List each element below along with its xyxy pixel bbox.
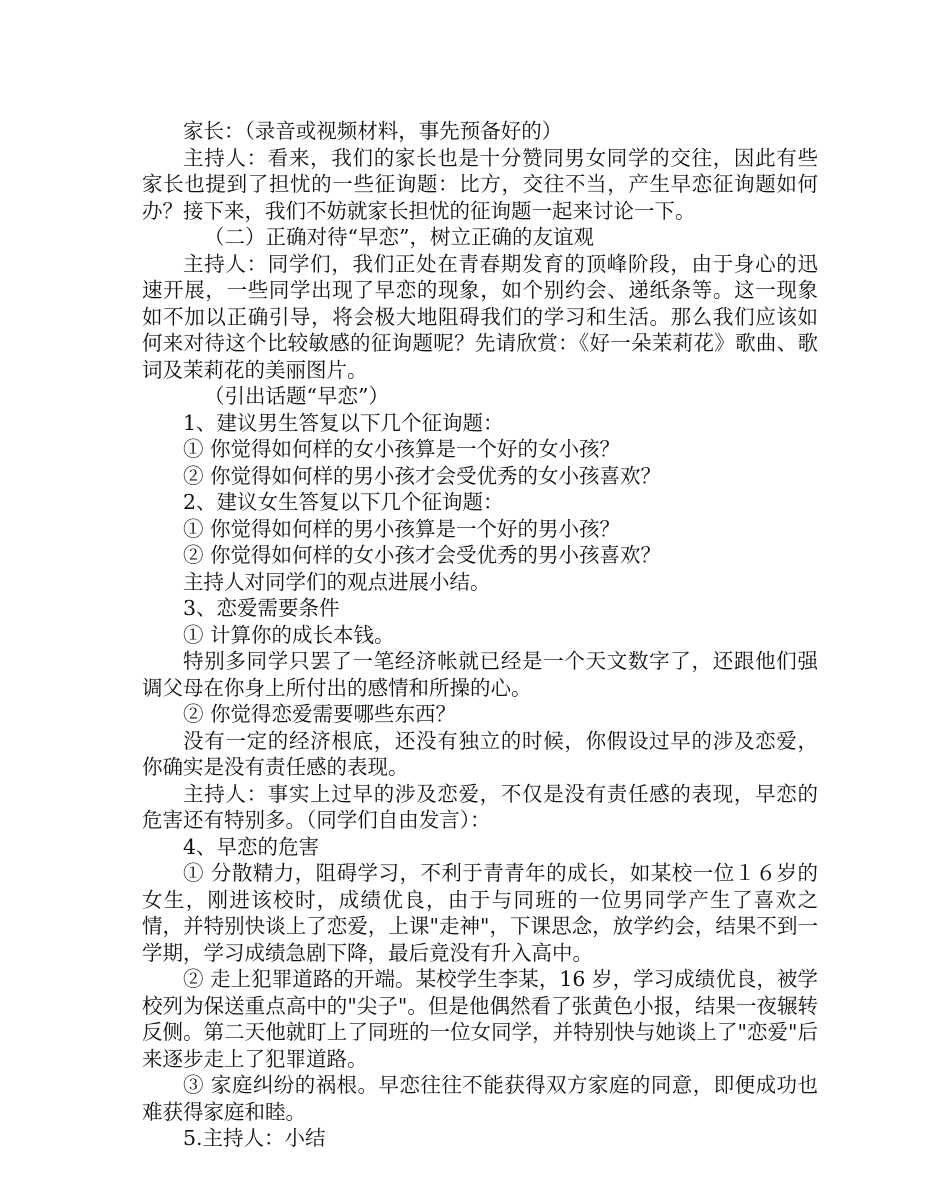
- list-item-harm-1: ① 分散精力，阻碍学习，不利于青青年的成长，如某校一位１６岁的女生，刚进该校时，成绩优良，由于与同班的一位男同学产生了喜欢之情，并特别快谈上了恋爱，上课"走神"，下课思念，放学约会，结果不到一学期，学习成绩急剧下降，最后竟没有升入高中。: [142, 861, 818, 965]
- list-item-conditions-1: ① 计算你的成长本钱。: [183, 622, 395, 647]
- list-heading-conditions: 3、恋爱需要条件: [183, 596, 340, 620]
- list-heading-boys: 1、建议男生答复以下几个征询题：: [183, 410, 504, 435]
- list-item-boys-1: ① 你觉得如何样的女小孩算是一个好的女小孩？: [183, 437, 621, 461]
- document-page: [142, 118, 818, 1152]
- list-heading-harm: 4、早恋的危害: [183, 834, 320, 859]
- paragraph-host-intro: 主持人：看来，我们的家长也是十分赞同男女同学的交往，因此有些家长也提到了担忧的一些征询题：比方，交往不当，产生早恋征询题如何办？接下来，我们不妨就家长担忧的征询题一起来讨论一下。: [142, 145, 818, 223]
- list-item-harm-2: ② 走上犯罪道路的开端。某校学生李某，16 岁，学习成绩优良，被学校列为保送重点高中的"尖子"。但是他偶然看了张黄色小报，结果一夜辗转反侧。第二天他就盯上了同班的一位女同学，并特别快与她谈上了"恋爱"后来逐步走上了犯罪道路。: [142, 967, 818, 1071]
- list-item-harm-3: ③ 家庭纠纷的祸根。早恋往往不能获得双方家庭的同意，即便成功也难获得家庭和睦。: [142, 1073, 818, 1124]
- paragraph-parent-recording: 家长：（录音或视频材料，事先预备好的）: [183, 119, 563, 143]
- list-heading-summary: 5.主持人：小结: [183, 1126, 326, 1150]
- paragraph-host-puberty: 主持人：同学们，我们正处在青春期发育的顶峰阶段，由于身心的迅速开展，一些同学出现了早恋的现象，如个别约会、递纸条等。这一现象如不加以正确引导，将会极大地阻碍我们的学习和生活。那么我们应该如何来对待这个比较敏感的征询题呢？先请欣赏：《好一朵茉莉花》歌曲、歌词及茉莉花的美丽图片。: [142, 251, 818, 382]
- paragraph-cost: 特别多同学只罢了一笔经济帐就已经是一个天文数字了，还跟他们强调父母在你身上所付出的感情和所操的心。: [142, 649, 818, 700]
- list-item-girls-2: ② 你觉得如何样的女小孩才会受优秀的男小孩喜欢？: [183, 543, 662, 567]
- paragraph-host-harm: 主持人：事实上过早的涉及恋爱，不仅是没有责任感的表现，早恋的危害还有特别多。（同学们自由发言）：: [142, 781, 818, 832]
- list-heading-girls: 2、建议女生答复以下几个征询题：: [183, 490, 504, 514]
- list-item-conditions-2: ② 你觉得恋爱需要哪些东西？: [183, 702, 457, 726]
- paragraph-responsibility: 没有一定的经济根底，还没有独立的时候，你假设过早的涉及恋爱，你确实是没有责任感的表现。: [142, 728, 818, 779]
- list-item-girls-1: ① 你觉得如何样的男小孩算是一个好的男小孩？: [183, 516, 621, 541]
- section-heading-2: （二）正确对待“早恋”，树立正确的友谊观: [204, 225, 594, 249]
- paragraph-topic-note: （引出话题“早恋”）: [204, 384, 389, 408]
- paragraph-host-summary: 主持人对同学们的观点进展小结。: [183, 569, 491, 594]
- list-item-boys-2: ② 你觉得如何样的男小孩才会受优秀的女小孩喜欢？: [183, 463, 662, 488]
